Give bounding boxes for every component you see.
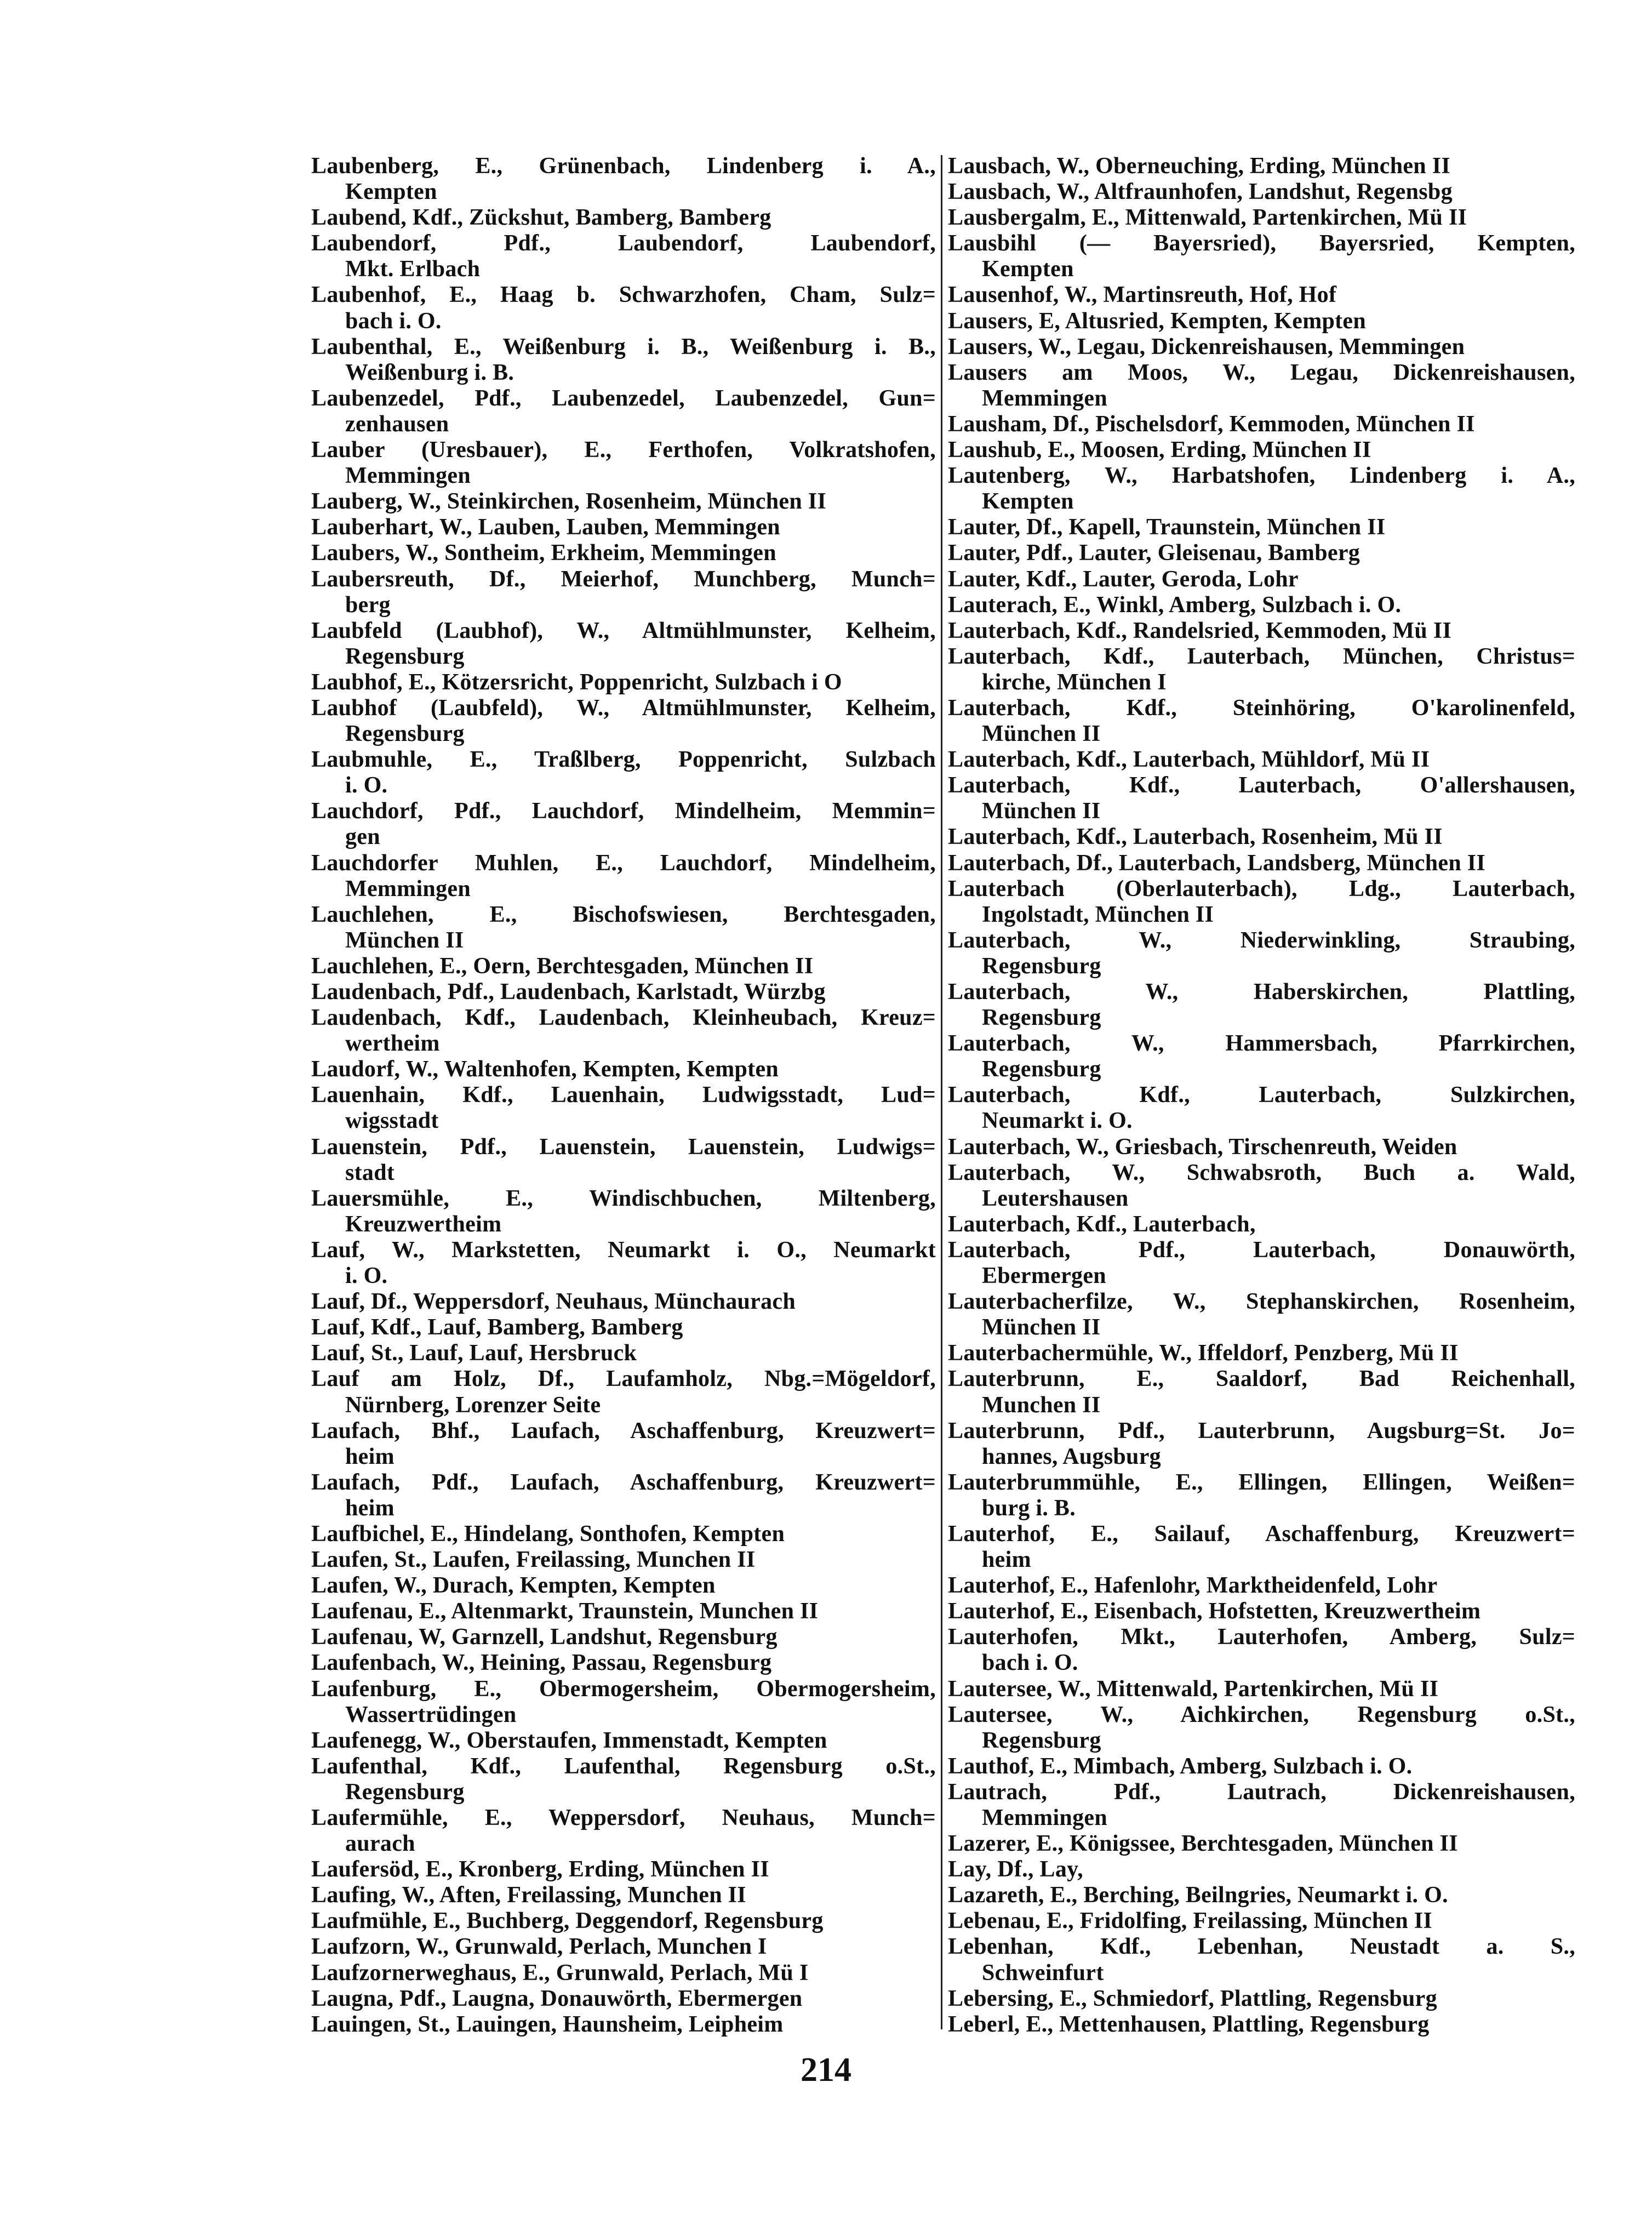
entry-line: Laufersöd, E., Kronberg, Erding, München II <box>311 1857 769 1883</box>
index-entry <box>948 979 1575 1031</box>
index-entry <box>311 670 936 695</box>
index-entry <box>311 437 936 489</box>
entry-line: Lausbihl (— Bayersried), Bayersried, Kempten, <box>948 231 1575 256</box>
entry-line: Lauter, Kdf., Lauter, Geroda, Lohr <box>948 566 1299 592</box>
entry-continuation-line: Memmingen <box>982 385 1107 411</box>
index-entry <box>948 1134 1575 1160</box>
index-entry <box>948 1986 1575 2012</box>
entry-line: Lausbach, W., Altfraunhofen, Landshut, Regensbg <box>948 179 1453 205</box>
entry-continuation-line: Schweinfurt <box>982 1960 1104 1986</box>
entry-line: Lauterbach, Kdf., Steinhöring, O'karolinenfeld, <box>948 695 1575 721</box>
entry-line: Lautenberg, W., Harbatshofen, Lindenberg i. A., <box>948 463 1575 489</box>
entry-continuation-line: Nürnberg, Lorenzer Seite <box>345 1392 601 1418</box>
index-entry <box>311 1960 936 1986</box>
entry-line: Laufen, St., Laufen, Freilassing, Munchen II <box>311 1547 756 1573</box>
index-entry <box>948 1160 1575 1212</box>
entry-continuation-line: Kempten <box>982 256 1074 282</box>
entry-line: Lausham, Df., Pischelsdorf, Kemmoden, München II <box>948 411 1475 437</box>
entry-continuation-line: Kempten <box>345 179 437 205</box>
entry-line: Lauf, Df., Weppersdorf, Neuhaus, Münchaurach <box>311 1289 796 1315</box>
index-entry <box>948 1754 1575 1779</box>
entry-line: Laufenau, W, Garnzell, Landshut, Regensburg <box>311 1624 778 1650</box>
index-entry <box>948 747 1575 773</box>
entry-line: Lauterbach, W., Schwabsroth, Buch a. Wald, <box>948 1160 1575 1185</box>
entry-line: Lauterbach, W., Niederwinkling, Straubing, <box>948 927 1575 953</box>
index-entry <box>311 1289 936 1315</box>
index-entry <box>948 1521 1575 1573</box>
entry-line: Lauf, Kdf., Lauf, Bamberg, Bamberg <box>311 1315 683 1341</box>
entry-line: Lauterbach, W., Haberskirchen, Plattling, <box>948 979 1575 1005</box>
entry-line: Lausbach, W., Oberneuching, Erding, München II <box>948 153 1451 179</box>
index-entry <box>311 231 936 282</box>
index-entry <box>948 1366 1575 1418</box>
index-entry <box>311 1805 936 1857</box>
entry-line: Lazerer, E., Königssee, Berchtesgaden, München II <box>948 1831 1458 1857</box>
entry-line: Laubfeld (Laubhof), W., Altmühlmunster, Kelheim, <box>311 618 936 643</box>
index-entry <box>311 1934 936 1960</box>
index-entry <box>311 1005 936 1057</box>
entry-line: Lauterhof, E., Eisenbach, Hofstetten, Kreuzwertheim <box>948 1599 1481 1624</box>
index-entry <box>948 773 1575 824</box>
index-entry <box>948 618 1575 644</box>
entry-line: Laudenbach, Pdf., Laudenbach, Karlstadt, Würzbg <box>311 979 826 1005</box>
entry-continuation-line: bach i. O. <box>982 1650 1078 1676</box>
index-entry <box>948 2012 1575 2038</box>
entry-line: Lauterbach, Kdf., Lauterbach, O'allershausen, <box>948 773 1575 798</box>
entry-line: Lauterbach, W., Griesbach, Tirschenreuth, Weiden <box>948 1134 1457 1160</box>
entry-continuation-line: Neumarkt i. O. <box>982 1108 1133 1134</box>
entry-line: Lauterhofen, Mkt., Lauterhofen, Amberg, Sulz= <box>948 1624 1575 1650</box>
entry-line: Lauterbach, Df., Lauterbach, Landsberg, München II <box>948 850 1486 876</box>
entry-continuation-line: Ingolstadt, München II <box>982 902 1214 927</box>
index-entry <box>311 1599 936 1624</box>
index-entry <box>311 747 936 798</box>
entry-continuation-line: stadt <box>345 1160 395 1185</box>
index-entry <box>311 902 936 954</box>
entry-line: Laufach, Pdf., Laufach, Aschaffenburg, Kreuzwert= <box>311 1469 936 1495</box>
index-entry <box>948 824 1575 850</box>
index-entry <box>948 1470 1575 1521</box>
entry-continuation-line: Munchen II <box>982 1392 1101 1418</box>
entry-line: Lauenstein, Pdf., Lauenstein, Lauenstein, Ludwigs= <box>311 1134 936 1160</box>
index-entry <box>311 1134 936 1186</box>
entry-line: Laubhof, E., Kötzersricht, Poppenricht, Sulzbach i O <box>311 669 842 695</box>
index-entry <box>948 1934 1575 1986</box>
entry-continuation-line: wertheim <box>345 1031 440 1057</box>
index-entry <box>311 205 936 231</box>
index-entry <box>311 386 936 437</box>
entry-line: Lazareth, E., Berching, Beilngries, Neumarkt i. O. <box>948 1883 1448 1908</box>
entry-line: Lauterach, E., Winkl, Amberg, Sulzbach i. O. <box>948 592 1402 618</box>
entry-line: Lauterbach, Kdf., Lauterbach, Rosenheim, Mü II <box>948 824 1443 850</box>
entry-continuation-line: hannes, Augsburg <box>982 1444 1161 1469</box>
index-entry <box>948 515 1575 540</box>
entry-continuation-line: i. O. <box>345 773 388 798</box>
entry-line: Lauterbach, Kdf., Lauterbach, Sulzkirchen, <box>948 1082 1575 1108</box>
entry-line: Lauterbacherfilze, W., Stephanskirchen, Rosenheim, <box>948 1289 1575 1315</box>
entry-line: Lebenau, E., Fridolfing, Freilassing, München II <box>948 1908 1433 1934</box>
entry-line: Lauf, W., Markstetten, Neumarkt i. O., Neumarkt <box>311 1237 936 1263</box>
entry-continuation-line: Memmingen <box>982 1805 1107 1830</box>
index-entry <box>948 309 1575 334</box>
entry-line: Lauchlehen, E., Bischofswiesen, Berchtesgaden, <box>311 902 936 927</box>
entry-continuation-line: Regensburg <box>345 1779 465 1805</box>
index-entry <box>948 360 1575 412</box>
entry-continuation-line: Regensburg <box>345 721 465 747</box>
entry-line: Lausers, E, Altusried, Kempten, Kempten <box>948 308 1367 334</box>
entry-continuation-line: München II <box>345 927 464 953</box>
entry-line: Lauterbach, Kdf., Lauterbach, <box>948 1211 1256 1237</box>
index-entry <box>948 205 1575 231</box>
entry-line: Lauber (Uresbauer), E., Ferthofen, Volkratshofen, <box>311 437 936 463</box>
index-entry <box>948 153 1575 179</box>
index-entry <box>311 1082 936 1134</box>
entry-continuation-line: Memmingen <box>345 463 471 489</box>
index-entry <box>948 231 1575 282</box>
index-entry <box>311 979 936 1005</box>
entry-line: Lauterhof, E., Sailauf, Aschaffenburg, Kreuzwert= <box>948 1521 1575 1547</box>
entry-line: Lauf, St., Lauf, Lauf, Hersbruck <box>311 1341 637 1366</box>
index-entry <box>948 567 1575 592</box>
index-entry <box>311 1986 936 2012</box>
index-entry <box>311 1650 936 1676</box>
index-entry <box>311 1057 936 1082</box>
entry-continuation-line: Regensburg <box>982 1057 1101 1082</box>
entry-line: Lebersing, E., Schmiedorf, Plattling, Regensburg <box>948 1986 1437 2011</box>
index-entry <box>948 412 1575 437</box>
entry-line: Laufenburg, E., Obermogersheim, Obermogersheim, <box>311 1676 936 1702</box>
entry-line: Lauberg, W., Steinkirchen, Rosenheim, München II <box>311 489 827 515</box>
entry-continuation-line: Wassertrüdingen <box>345 1702 517 1727</box>
entry-line: Laufing, W., Aften, Freilassing, Munchen II <box>311 1883 746 1908</box>
entry-line: Laudorf, W., Waltenhofen, Kempten, Kempten <box>311 1057 779 1082</box>
entry-line: Lautrach, Pdf., Lautrach, Dickenreishausen, <box>948 1779 1575 1805</box>
entry-continuation-line: Regensburg <box>982 953 1101 979</box>
index-entry <box>311 567 936 618</box>
index-entry <box>311 1341 936 1366</box>
entry-line: Laushub, E., Moosen, Erding, München II <box>948 437 1371 463</box>
index-entry <box>311 282 936 334</box>
index-entry <box>948 1831 1575 1857</box>
index-entry <box>311 334 936 386</box>
entry-continuation-line: München II <box>982 721 1101 747</box>
index-entry <box>948 1702 1575 1754</box>
entry-continuation-line: Weißenburg i. B. <box>345 360 515 385</box>
index-entry <box>948 1573 1575 1599</box>
index-entry <box>311 1418 936 1470</box>
entry-line: Lauter, Pdf., Lauter, Gleisenau, Bamberg <box>948 540 1361 566</box>
entry-continuation-line: Regensburg <box>345 643 465 669</box>
index-entry <box>311 489 936 515</box>
index-entry <box>948 851 1575 876</box>
entry-continuation-line: wigsstadt <box>345 1108 439 1134</box>
index-entry <box>311 1237 936 1289</box>
entry-line: Lauchdorfer Muhlen, E., Lauchdorf, Mindelheim, <box>311 850 936 876</box>
entry-line: Laubenhof, E., Haag b. Schwarzhofen, Cham, Sulz= <box>311 282 936 308</box>
entry-continuation-line: München II <box>982 1315 1101 1341</box>
entry-continuation-line: Memmingen <box>345 876 471 902</box>
index-entry <box>311 1315 936 1341</box>
entry-line: Lausers, W., Legau, Dickenreishausen, Memmingen <box>948 334 1465 360</box>
entry-line: Laubhof (Laubfeld), W., Altmühlmunster, Kelheim, <box>311 695 936 721</box>
entry-continuation-line: heim <box>982 1547 1031 1573</box>
entry-line: Laufbichel, E., Hindelang, Sonthofen, Kempten <box>311 1521 785 1547</box>
entry-line: Lauterbach, Kdf., Randelsried, Kemmoden, Mü II <box>948 618 1452 643</box>
entry-line: Lauterbach, Kdf., Lauterbach, Mühldorf, Mü II <box>948 747 1430 773</box>
entry-continuation-line: i. O. <box>345 1263 388 1289</box>
index-entry <box>948 179 1575 205</box>
index-entry <box>311 1728 936 1754</box>
entry-line: Lausbergalm, E., Mittenwald, Partenkirchen, Mü II <box>948 205 1467 231</box>
index-entry <box>311 1547 936 1573</box>
entry-line: Laufzornerweghaus, E., Grunwald, Perlach, Mü I <box>311 1960 809 1986</box>
index-entry <box>311 1470 936 1521</box>
entry-continuation-line: bach i. O. <box>345 308 442 334</box>
index-entry <box>948 1289 1575 1341</box>
entry-line: Lauter, Df., Kapell, Traunstein, München II <box>948 515 1386 540</box>
index-entry <box>948 1624 1575 1676</box>
entry-line: Laugna, Pdf., Laugna, Donauwörth, Ebermergen <box>311 1986 803 2011</box>
entry-continuation-line: heim <box>345 1444 395 1469</box>
entry-line: Laubmuhle, E., Traßlberg, Poppenricht, Sulzbach <box>311 747 936 773</box>
entry-continuation-line: heim <box>345 1495 395 1521</box>
entry-line: Lauterbach (Oberlauterbach), Ldg., Lauterbach, <box>948 876 1575 902</box>
index-entry <box>948 1418 1575 1470</box>
entry-line: Laudenbach, Kdf., Laudenbach, Kleinheubach, Kreuz= <box>311 1005 936 1031</box>
index-entry <box>311 798 936 850</box>
entry-line: Lauthof, E., Mimbach, Amberg, Sulzbach i. O. <box>948 1753 1413 1779</box>
entry-line: Laubend, Kdf., Zückshut, Bamberg, Bamberg <box>311 205 771 231</box>
index-entry <box>948 334 1575 360</box>
index-entry <box>311 1857 936 1883</box>
index-entry <box>948 1779 1575 1831</box>
entry-continuation-line: Ebermergen <box>982 1263 1106 1289</box>
index-entry <box>948 644 1575 695</box>
entry-line: Lauterbach, Pdf., Lauterbach, Donauwörth, <box>948 1237 1575 1263</box>
entry-line: Lauterbach, W., Hammersbach, Pfarrkirchen, <box>948 1031 1575 1057</box>
entry-line: Lausenhof, W., Martinsreuth, Hof, Hof <box>948 282 1337 308</box>
entry-line: Lauterbrummühle, E., Ellingen, Ellingen, Weißen= <box>948 1469 1575 1495</box>
entry-continuation-line: München II <box>982 798 1101 824</box>
entry-line: Laufenthal, Kdf., Laufenthal, Regensburg o.St., <box>311 1753 936 1779</box>
entry-continuation-line: gen <box>345 824 380 850</box>
entry-line: Laubersreuth, Df., Meierhof, Munchberg, Munch= <box>311 566 936 592</box>
entry-line: Lauersmühle, E., Windischbuchen, Miltenberg, <box>311 1185 936 1211</box>
entry-continuation-line: Regensburg <box>982 1005 1101 1031</box>
entry-continuation-line: kirche, München I <box>982 669 1167 695</box>
entry-continuation-line: burg i. B. <box>982 1495 1076 1521</box>
entry-line: Lausers am Moos, W., Legau, Dickenreishausen, <box>948 360 1575 385</box>
entry-line: Leberl, E., Mettenhausen, Plattling, Regensburg <box>948 2011 1430 2037</box>
entry-line: Lauterbach, Kdf., Lauterbach, München, Christus= <box>948 643 1575 669</box>
index-entry <box>948 540 1575 566</box>
entry-line: Lauterhof, E., Hafenlohr, Marktheidenfeld, Lohr <box>948 1573 1438 1599</box>
entry-line: Lautersee, W., Aichkirchen, Regensburg o.St., <box>948 1702 1575 1727</box>
index-entry <box>311 851 936 902</box>
entry-line: Laufermühle, E., Weppersdorf, Neuhaus, Munch= <box>311 1805 936 1830</box>
entry-line: Laubers, W., Sontheim, Erkheim, Memmingen <box>311 540 776 566</box>
index-entry <box>311 1573 936 1599</box>
entry-line: Laufach, Bhf., Laufach, Aschaffenburg, Kreuzwert= <box>311 1418 936 1444</box>
entry-continuation-line: aurach <box>345 1831 415 1857</box>
index-entry <box>311 618 936 670</box>
index-entry <box>948 1031 1575 1082</box>
index-entry <box>311 1754 936 1805</box>
entry-line: Lauingen, St., Lauingen, Haunsheim, Leipheim <box>311 2011 784 2037</box>
entry-line: Lauberhart, W., Lauben, Lauben, Memmingen <box>311 515 780 540</box>
index-entry <box>311 1186 936 1237</box>
entry-line: Laubendorf, Pdf., Laubendorf, Laubendorf, <box>311 231 936 256</box>
entry-line: Laufen, W., Durach, Kempten, Kempten <box>311 1573 716 1599</box>
index-entry <box>311 1624 936 1650</box>
index-entry <box>948 876 1575 928</box>
entry-line: Lauterbrunn, Pdf., Lauterbrunn, Augsburg=St. Jo= <box>948 1418 1575 1444</box>
column-divider <box>941 155 942 2029</box>
entry-line: Lauterbrunn, E., Saaldorf, Bad Reichenhall, <box>948 1366 1575 1392</box>
index-entry <box>311 1883 936 1908</box>
page-number: 214 <box>801 2051 851 2089</box>
entry-line: Lautersee, W., Mittenwald, Partenkirchen, Mü II <box>948 1676 1439 1702</box>
entry-continuation-line: Kempten <box>982 489 1074 515</box>
entry-line: Laufenbach, W., Heining, Passau, Regensburg <box>311 1650 772 1676</box>
entry-line: Laubenberg, E., Grünenbach, Lindenberg i. A., <box>311 153 936 179</box>
index-entry <box>311 1676 936 1728</box>
left-column <box>311 153 936 2038</box>
index-entry <box>948 282 1575 308</box>
index-entry <box>948 1341 1575 1366</box>
entry-line: Laufzorn, W., Grunwald, Perlach, Munchen I <box>311 1934 767 1960</box>
index-entry <box>948 1883 1575 1908</box>
entry-line: Lauterbachermühle, W., Iffeldorf, Penzberg, Mü II <box>948 1341 1459 1366</box>
index-entry <box>311 695 936 747</box>
entry-line: Laubenzedel, Pdf., Laubenzedel, Laubenzedel, Gun= <box>311 385 936 411</box>
index-entry <box>948 928 1575 979</box>
index-entry <box>311 1908 936 1934</box>
index-entry <box>311 2012 936 2038</box>
index-entry <box>948 1599 1575 1624</box>
index-entry <box>311 1521 936 1547</box>
index-entry <box>311 540 936 566</box>
index-entry <box>311 515 936 540</box>
entry-line: Laufenau, E., Altenmarkt, Traunstein, Munchen II <box>311 1599 819 1624</box>
entry-line: Lay, Df., Lay, <box>948 1857 1083 1883</box>
entry-continuation-line: Mkt. Erlbach <box>345 256 481 282</box>
entry-continuation-line: zenhausen <box>345 411 449 437</box>
entry-line: Laufmühle, E., Buchberg, Deggendorf, Regensburg <box>311 1908 824 1934</box>
entry-continuation-line: Regensburg <box>982 1727 1101 1753</box>
entry-line: Laubenthal, E., Weißenburg i. B., Weißenburg i. B., <box>311 334 936 360</box>
index-entry <box>948 592 1575 618</box>
right-column <box>948 153 1575 2038</box>
entry-continuation-line: berg <box>345 592 391 618</box>
index-entry <box>948 1082 1575 1134</box>
entry-line: Laufenegg, W., Oberstaufen, Immenstadt, Kempten <box>311 1727 827 1753</box>
index-entry <box>311 153 936 205</box>
entry-continuation-line: Leutershausen <box>982 1185 1129 1211</box>
index-entry <box>948 463 1575 515</box>
entry-line: Lauchdorf, Pdf., Lauchdorf, Mindelheim, Memmin= <box>311 798 936 824</box>
entry-line: Lauenhain, Kdf., Lauenhain, Ludwigsstadt, Lud= <box>311 1082 936 1108</box>
index-entry <box>948 1212 1575 1237</box>
entry-continuation-line: Kreuzwertheim <box>345 1211 502 1237</box>
index-entry <box>311 954 936 979</box>
index-entry <box>311 1366 936 1418</box>
index-entry <box>948 1676 1575 1702</box>
index-entry <box>948 1908 1575 1934</box>
index-entry <box>948 1237 1575 1289</box>
entry-line: Lauf am Holz, Df., Laufamholz, Nbg.=Mögeldorf, <box>311 1366 936 1392</box>
entry-line: Lauchlehen, E., Oern, Berchtesgaden, München II <box>311 953 814 979</box>
index-entry <box>948 1857 1575 1883</box>
index-entry <box>948 695 1575 747</box>
entry-line: Lebenhan, Kdf., Lebenhan, Neustadt a. S., <box>948 1934 1575 1960</box>
index-entry <box>948 437 1575 463</box>
